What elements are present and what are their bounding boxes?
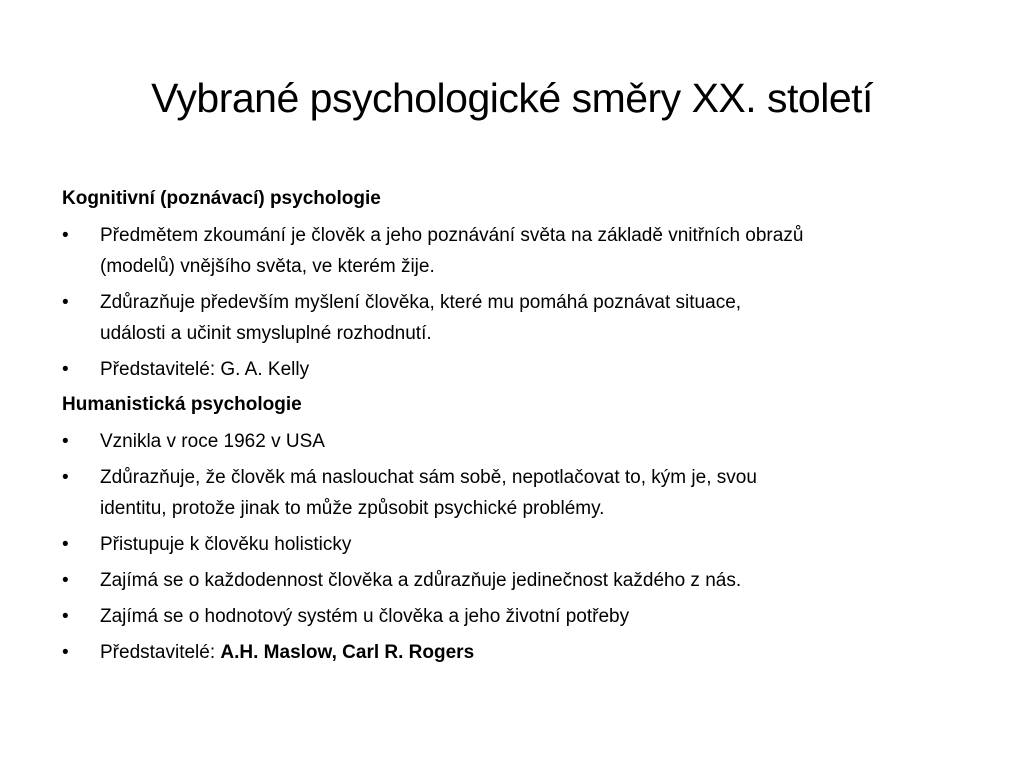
representatives-names: A.H. Maslow, Carl R. Rogers — [220, 642, 475, 663]
bullet-text-line: události a učinit smysluplné rozhodnutí. — [100, 323, 432, 344]
bullet-text-line: Zajímá se o hodnotový systém u člověka a jeho životní potřeby — [100, 606, 630, 627]
slide-title: Vybrané psychologické směry XX. století — [151, 75, 873, 121]
slide-body — [62, 184, 982, 673]
bullet-text-line: Zdůrazňuje, že člověk má naslouchat sám sobě, nepotlačovat to, kým je, svou — [100, 467, 757, 488]
bullet-text-line: Představitelé: G. A. Kelly — [100, 359, 310, 380]
bullet-dot-icon: • — [62, 431, 69, 452]
bullet-item — [62, 462, 982, 524]
bullet-item — [62, 565, 982, 596]
bullet-dot-icon: • — [62, 606, 69, 627]
bullet-dot-icon: • — [62, 642, 69, 663]
bullet-dot-icon: • — [62, 359, 69, 380]
bullet-dot-icon: • — [62, 292, 69, 313]
bullet-dot-icon: • — [62, 570, 69, 591]
bullet-dot-icon: • — [62, 534, 69, 555]
bullet-text-line: Přistupuje k člověku holisticky — [100, 534, 352, 555]
bullet-text-line: Zajímá se o každodennost člověka a zdůrazňuje jedinečnost každého z nás. — [100, 570, 742, 591]
bullet-text-line — [100, 637, 982, 668]
bullet-text-line: (modelů) vnějšího světa, ve kterém žije. — [100, 256, 435, 277]
bullet-item — [62, 426, 982, 457]
bullet-item — [62, 287, 982, 349]
bullet-text-line: Zdůrazňuje především myšlení člověka, které mu pomáhá poznávat situace, — [100, 292, 742, 313]
bullet-item — [62, 220, 982, 282]
representatives-label: Představitelé: — [100, 642, 221, 663]
bullet-text-line: Předmětem zkoumání je člověk a jeho poznávání světa na základě vnitřních obrazů — [100, 225, 804, 246]
bullet-text-line: identitu, protože jinak to může způsobit psychické problémy. — [100, 498, 605, 519]
section-heading-humanistic: Humanistická psychologie — [62, 394, 302, 415]
bullet-text-line: Vznikla v roce 1962 v USA — [100, 431, 325, 452]
bullet-dot-icon: • — [62, 225, 69, 246]
bullet-item — [62, 354, 982, 385]
section-heading-cognitive: Kognitivní (poznávací) psychologie — [62, 188, 381, 209]
bullet-item — [62, 601, 982, 632]
bullet-item — [62, 529, 982, 560]
bullet-dot-icon: • — [62, 467, 69, 488]
bullet-item-representatives — [62, 637, 982, 668]
